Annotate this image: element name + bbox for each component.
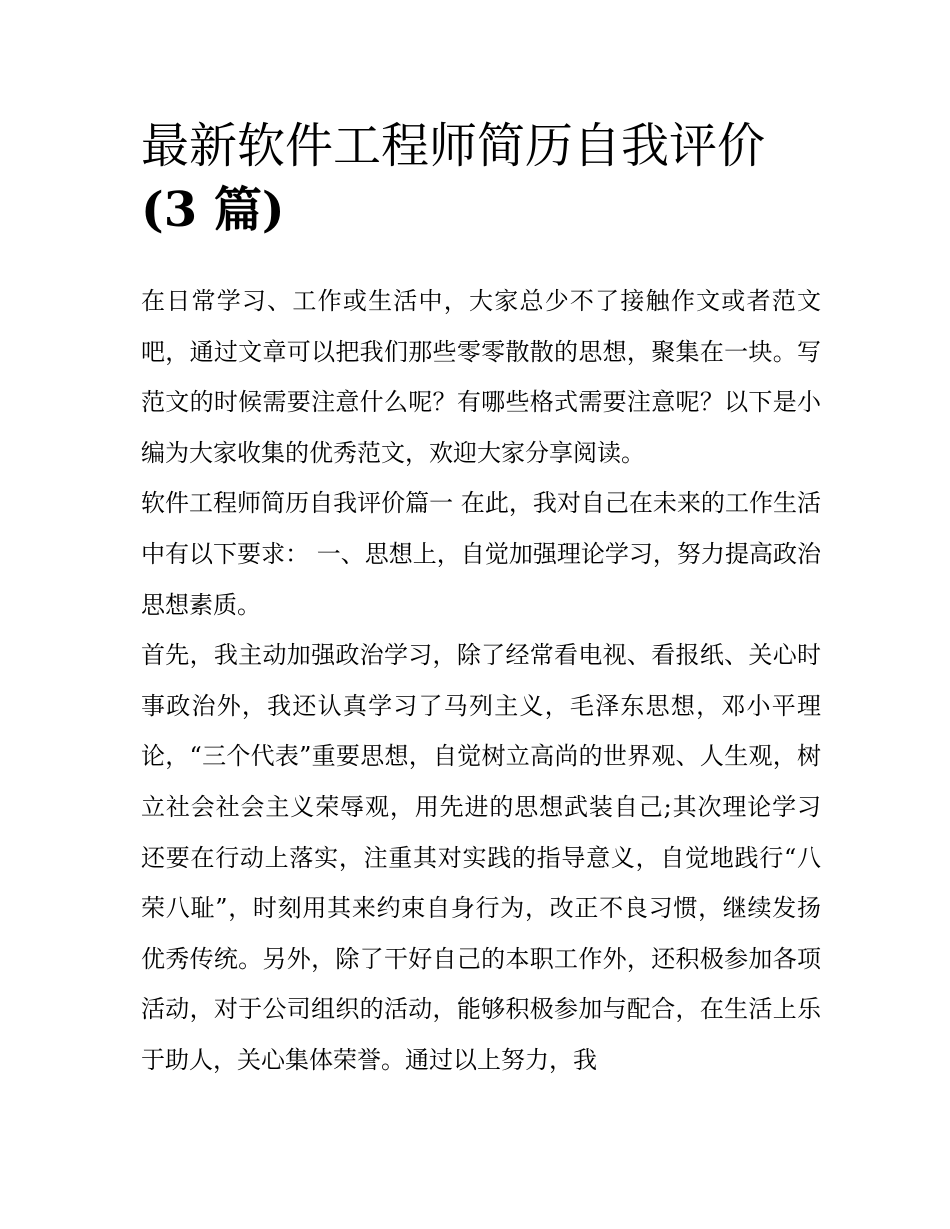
paragraph-political-study: 首先，我主动加强政治学习，除了经常看电视、看报纸、关心时事政治外，我还认真学习了马列主义，毛泽东思想，邓小平理论，“三个代表”重要思想，自觉树立高尚的世界观、人生观，树立社会社会主义荣辱观，用先进的思想武装自己;其次理论学习还要在行动上落实，注重其对实践的指导意义，自觉地践行“八荣八耻”，时刻用其来约束自身行为，改正不良习惯，继续发扬优秀传统。另外，除了干好自己的本职工作外，还积极参加各项活动，对于公司组织的活动，能够积极参加与配合，在生活上乐于助人，关心集体荣誉。通过以上努力，我 — [141, 641, 821, 1074]
document-body — [141, 276, 821, 1086]
document-title-main: 最新软件工程师简历自我评价 — [141, 118, 766, 174]
document-title — [141, 114, 831, 242]
paragraph-section-one: 软件工程师简历自我评价篇一 在此，我对自己在未来的工作生活中有以下要求： 一、思想上，自觉加强理论学习，努力提高政治思想素质。 — [141, 489, 821, 619]
paragraph-intro: 在日常学习、工作或生活中，大家总少不了接触作文或者范文吧，通过文章可以把我们那些零零散散的思想，聚集在一块。写范文的时候需要注意什么呢？有哪些格式需要注意呢？以下是小编为大家收集的优秀范文，欢迎大家分享阅读。 — [141, 287, 821, 467]
document-title-suffix: (3 篇) — [141, 182, 285, 238]
